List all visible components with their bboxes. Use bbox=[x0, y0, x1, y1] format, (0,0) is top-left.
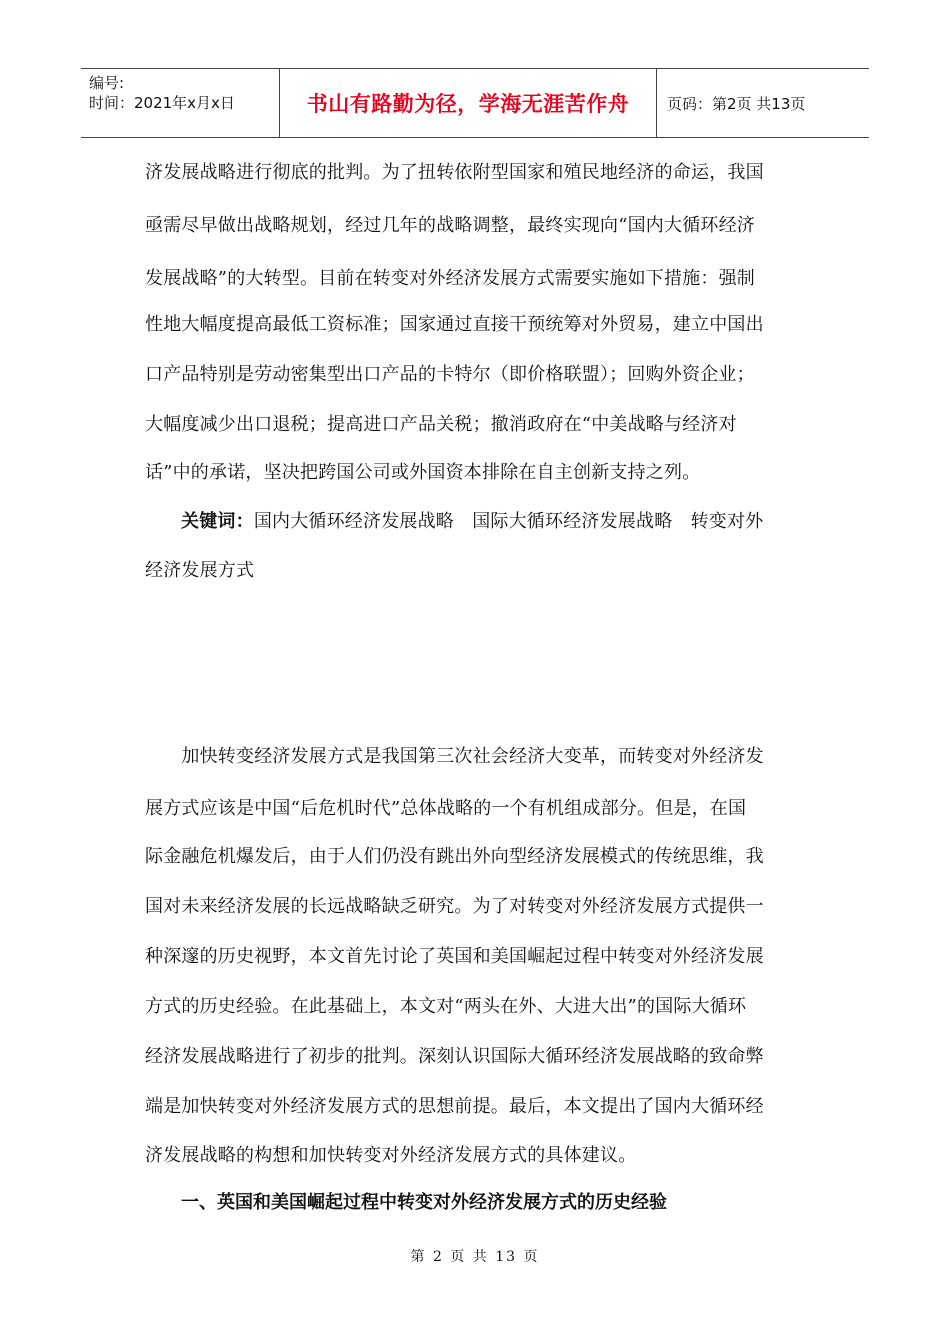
body-line: 种深邃的历史视野，本文首先讨论了英国和美国崛起过程中转变对外经济发展 bbox=[145, 946, 764, 967]
body-line: 经济发展战略进行了初步的批判。深刻认识国际大循环经济发展战略的致命弊 bbox=[145, 1046, 764, 1067]
body-line: 济发展战略的构想和加快转变对外经济发展方式的具体建议。 bbox=[145, 1145, 637, 1166]
document-time-label: 时间：2021年x月x日 bbox=[89, 94, 235, 112]
page-header bbox=[81, 68, 869, 138]
keywords-label: 关键词： bbox=[181, 511, 254, 532]
header-motto: 书山有路勤为径，学海无涯苦作舟 bbox=[280, 69, 657, 137]
header-page-info: 页码：第2页 共13页 bbox=[667, 94, 806, 113]
abstract-line: 话”中的承诺，坚决把跨国公司或外国资本排除在自主创新支持之列。 bbox=[145, 462, 701, 483]
body-line: 展方式应该是中国“后危机时代”总体战略的一个有机组成部分。但是，在国 bbox=[145, 798, 747, 819]
keywords-line-2: 经济发展方式 bbox=[145, 560, 255, 581]
body-line: 国对未来经济发展的长远战略缺乏研究。为了对转变对外经济发展方式提供一 bbox=[145, 896, 764, 917]
keywords-line bbox=[181, 507, 763, 533]
abstract-line: 发展战略”的大转型。目前在转变对外经济发展方式需要实施如下措施：强制 bbox=[145, 268, 755, 289]
abstract-line: 亟需尽早做出战略规划，经过几年的战略调整，最终实现向“国内大循环经济 bbox=[145, 215, 755, 236]
body-line: 端是加快转变对外经济发展方式的思想前提。最后，本文提出了国内大循环经 bbox=[145, 1096, 764, 1117]
body-line: 加快转变经济发展方式是我国第三次社会经济大变革，而转变对外经济发 bbox=[145, 746, 764, 767]
abstract-line: 性地大幅度提高最低工资标准；国家通过直接干预统筹对外贸易，建立中国出 bbox=[145, 314, 764, 335]
section-heading: 一、英国和美国崛起过程中转变对外经济发展方式的历史经验 bbox=[181, 1192, 667, 1213]
keywords-text: 国内大循环经济发展战略 国际大循环经济发展战略 转变对外 bbox=[253, 511, 764, 532]
document-number-label: 编号: bbox=[89, 74, 125, 92]
header-meta bbox=[81, 69, 280, 137]
body-line: 方式的历史经验。在此基础上，本文对“两头在外、大进大出”的国际大循环 bbox=[145, 996, 747, 1017]
body-line: 际金融危机爆发后，由于人们仍没有跳出外向型经济发展模式的传统思维，我 bbox=[145, 846, 764, 867]
abstract-line: 大幅度减少出口退税；提高进口产品关税；撤消政府在“中美战略与经济对 bbox=[145, 414, 737, 435]
page-footer: 第 2 页 共 13 页 bbox=[410, 1249, 540, 1265]
abstract-line: 口产品特别是劳动密集型出口产品的卡特尔（即价格联盟）；回购外资企业； bbox=[145, 364, 755, 385]
abstract-line: 济发展战略进行彻底的批判。为了扭转依附型国家和殖民地经济的命运，我国 bbox=[145, 162, 764, 183]
